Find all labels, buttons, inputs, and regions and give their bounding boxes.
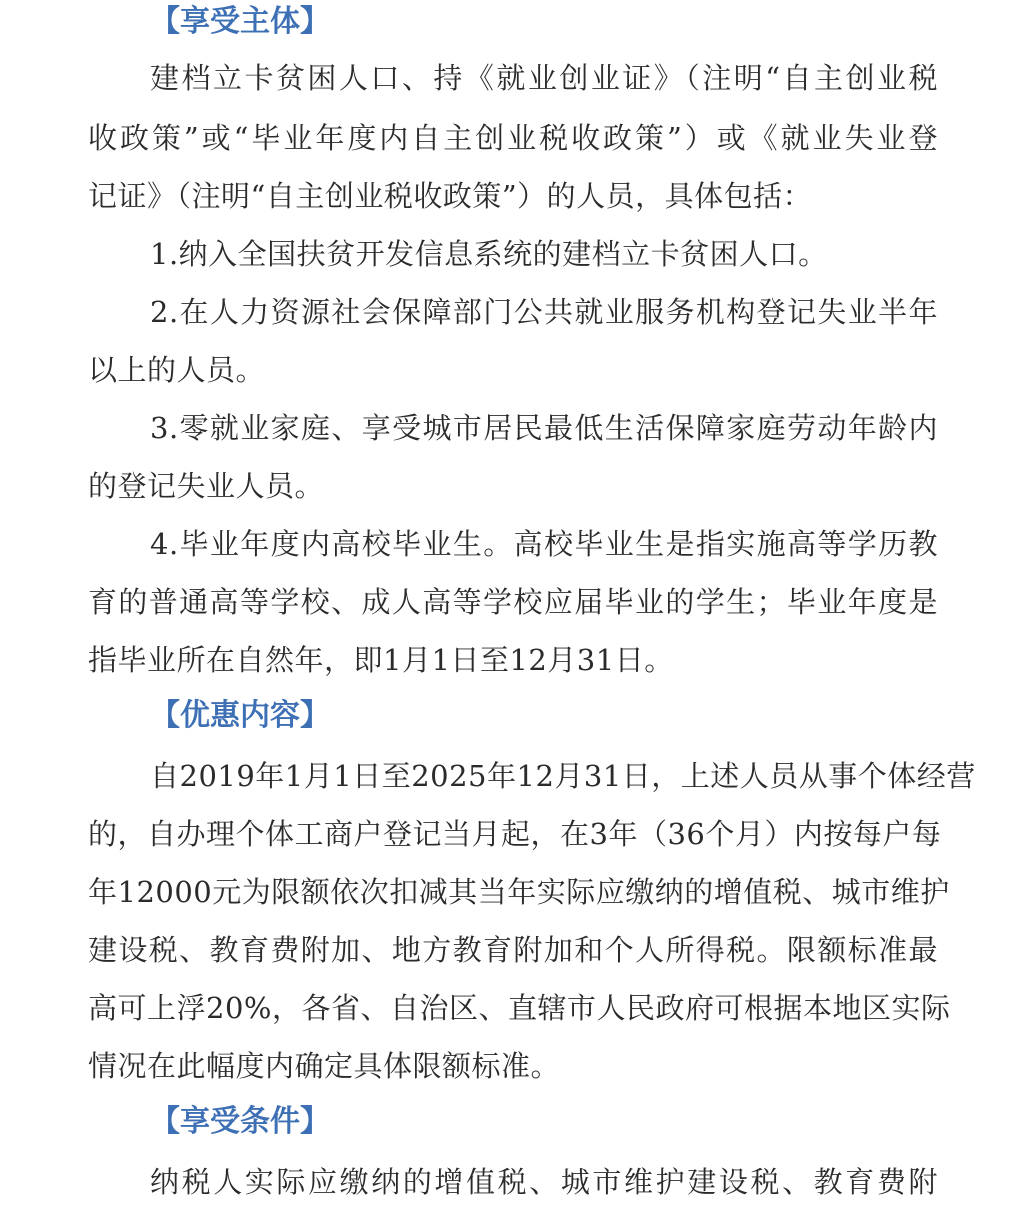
list-item-line: 指毕业所在自然年，即1月1日至12月31日。	[88, 643, 674, 677]
paragraph-line: 年12000元为限额依次扣减其当年实际应缴纳的增值税、城市维护	[88, 875, 950, 909]
list-item-line: 以上的人员。	[88, 353, 266, 387]
list-item-line: 4.毕业年度内高校毕业生。高校毕业生是指实施高等学历教	[150, 527, 938, 561]
paragraph-line: 高可上浮20%，各省、自治区、直辖市人民政府可根据本地区实际	[88, 991, 951, 1025]
paragraph-line: 的，自办理个体工商户登记当月起，在3年（36个月）内按每户每	[88, 817, 942, 851]
list-item-line: 1.纳入全国扶贫开发信息系统的建档立卡贫困人口。	[150, 237, 828, 271]
paragraph-line: 收政策”或“毕业年度内自主创业税收政策”）或《就业失业登	[88, 121, 938, 155]
list-item-line: 2.在人力资源社会保障部门公共就业服务机构登记失业半年	[150, 295, 938, 329]
section-heading-eligibility: 【享受主体】	[150, 4, 330, 39]
paragraph-line: 情况在此幅度内确定具体限额标准。	[88, 1049, 561, 1083]
paragraph-line: 纳税人实际应缴纳的增值税、城市维护建设税、教育费附	[150, 1165, 938, 1199]
list-item-line: 育的普通高等学校、成人高等学校应届毕业的学生；毕业年度是	[88, 585, 938, 619]
paragraph-line: 自2019年1月1日至2025年12月31日，上述人员从事个体经营	[150, 759, 976, 793]
section-heading-benefits: 【优惠内容】	[150, 698, 330, 733]
paragraph-line: 建档立卡贫困人口、持《就业创业证》（注明“自主创业税	[150, 61, 938, 95]
section-heading-conditions: 【享受条件】	[150, 1104, 330, 1139]
paragraph-line: 建设税、教育费附加、地方教育附加和个人所得税。限额标准最	[88, 933, 938, 967]
paragraph-line: 记证》（注明“自主创业税收政策”）的人员，具体包括：	[88, 179, 813, 213]
list-item-line: 3.零就业家庭、享受城市居民最低生活保障家庭劳动年龄内	[150, 411, 938, 445]
list-item-line: 的登记失业人员。	[88, 469, 325, 503]
